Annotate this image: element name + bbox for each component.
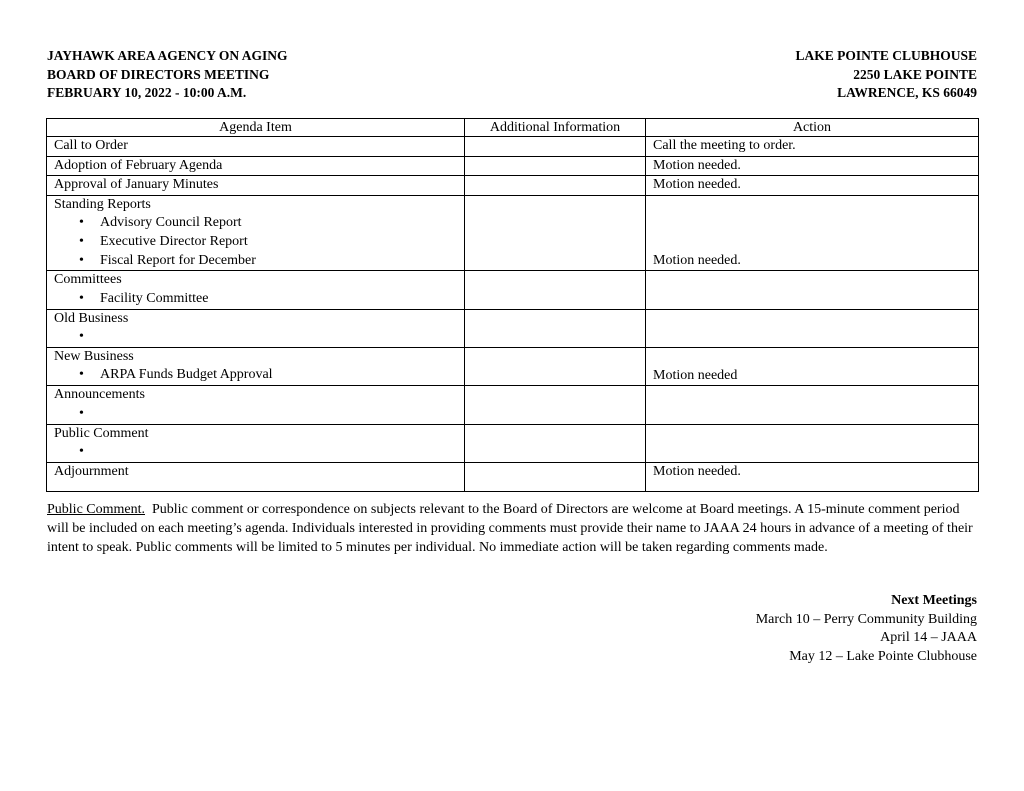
info-cell <box>465 156 646 176</box>
column-header-action: Action <box>646 119 979 137</box>
public-comment-paragraph <box>47 500 977 557</box>
agenda-item-title: Approval of January Minutes <box>54 177 219 192</box>
info-cell <box>465 137 646 157</box>
header-right <box>795 47 977 103</box>
agenda-item-cell <box>47 271 465 309</box>
table-row <box>47 386 979 424</box>
action-cell: Motion needed. <box>646 462 979 491</box>
sub-item <box>100 405 457 424</box>
info-cell <box>465 347 646 385</box>
agenda-item-cell <box>47 309 465 347</box>
info-cell <box>465 462 646 491</box>
next-meetings-title: Next Meetings <box>891 593 977 608</box>
agenda-item-cell <box>47 462 465 491</box>
action-cell <box>646 386 979 424</box>
agenda-item-title: Standing Reports <box>54 196 151 212</box>
action-cell <box>646 271 979 309</box>
table-row <box>47 309 979 347</box>
agenda-item-cell <box>47 424 465 462</box>
agency-name: JAYHAWK AREA AGENCY ON AGING <box>47 48 288 63</box>
sub-item: • Executive Director Report <box>100 233 457 252</box>
agenda-table <box>46 118 979 492</box>
agenda-item-cell <box>47 347 465 385</box>
header-left <box>47 47 288 103</box>
public-comment-text: Public comment or correspondence on subjects relevant to the Board of Directors are welcome at Board meetings. A 15-minute comment period will be included on each meeting’s agenda. Individuals interested in providing comments must provide their name to JAAA 24 hours in advance of a meeting of their intent to speak. Public comments will be limited to 5 minutes per individual. No immediate action will be taken regarding comments made. <box>47 502 973 555</box>
sub-item-list <box>54 366 457 385</box>
info-cell <box>465 195 646 271</box>
action-cell: Motion needed. <box>646 156 979 176</box>
action-cell <box>646 309 979 347</box>
agenda-item-title: Committees <box>54 272 122 288</box>
info-cell <box>465 176 646 196</box>
sub-item <box>100 328 457 347</box>
table-row <box>47 271 979 309</box>
action-cell: Motion needed. <box>646 176 979 196</box>
public-comment-heading: Public Comment. <box>47 502 145 517</box>
sub-item: • Facility Committee <box>100 290 457 309</box>
venue-street: 2250 LAKE POINTE <box>853 66 977 82</box>
venue-city: LAWRENCE, KS 66049 <box>837 85 977 100</box>
info-cell <box>465 424 646 462</box>
sub-item-list <box>54 214 457 270</box>
action-cell: Call the meeting to order. <box>646 137 979 157</box>
action-cell: Motion needed <box>646 347 979 385</box>
meeting-date: FEBRUARY 10, 2022 - 10:00 A.M. <box>47 85 247 100</box>
table-row <box>47 424 979 462</box>
sub-item-list <box>54 328 457 347</box>
sub-item-list <box>54 443 457 462</box>
agenda-item-cell <box>47 137 465 157</box>
agenda-item-title: Adjournment <box>54 463 129 479</box>
next-meeting-item: March 10 – Perry Community Building <box>755 611 977 627</box>
table-row <box>47 176 979 196</box>
agenda-item-title: Call to Order <box>54 138 128 153</box>
sub-item: • Fiscal Report for December <box>100 252 457 271</box>
venue-name: LAKE POINTE CLUBHOUSE <box>795 48 977 63</box>
table-row <box>47 156 979 176</box>
next-meetings <box>756 592 977 666</box>
sub-item <box>100 443 457 462</box>
sub-item: • ARPA Funds Budget Approval <box>100 366 457 385</box>
sub-item-list <box>54 290 457 309</box>
agenda-item-title: Adoption of February Agenda <box>54 157 223 173</box>
meeting-title: BOARD OF DIRECTORS MEETING <box>47 66 270 82</box>
next-meeting-item: May 12 – Lake Pointe Clubhouse <box>789 648 977 664</box>
action-cell <box>646 424 979 462</box>
agenda-item-cell <box>47 176 465 196</box>
column-header-agenda-item: Agenda Item <box>47 119 465 137</box>
table-row <box>47 137 979 157</box>
column-header-additional-info: Additional Information <box>465 119 646 137</box>
agenda-header-row <box>47 119 979 137</box>
agenda-item-title: Public Comment <box>54 425 149 441</box>
table-row <box>47 195 979 271</box>
table-row <box>47 462 979 491</box>
info-cell <box>465 309 646 347</box>
agenda-item-cell <box>47 386 465 424</box>
info-cell <box>465 271 646 309</box>
info-cell <box>465 386 646 424</box>
agenda-item-cell <box>47 156 465 176</box>
agenda-item-title: New Business <box>54 348 134 364</box>
sub-item-list <box>54 405 457 424</box>
agenda-item-cell <box>47 195 465 271</box>
agenda-item-title: Announcements <box>54 387 145 403</box>
action-cell: Motion needed. <box>646 195 979 271</box>
table-row <box>47 347 979 385</box>
agenda-item-title: Old Business <box>54 310 129 326</box>
sub-item: • Advisory Council Report <box>100 214 457 233</box>
next-meeting-item: April 14 – JAAA <box>880 630 977 645</box>
